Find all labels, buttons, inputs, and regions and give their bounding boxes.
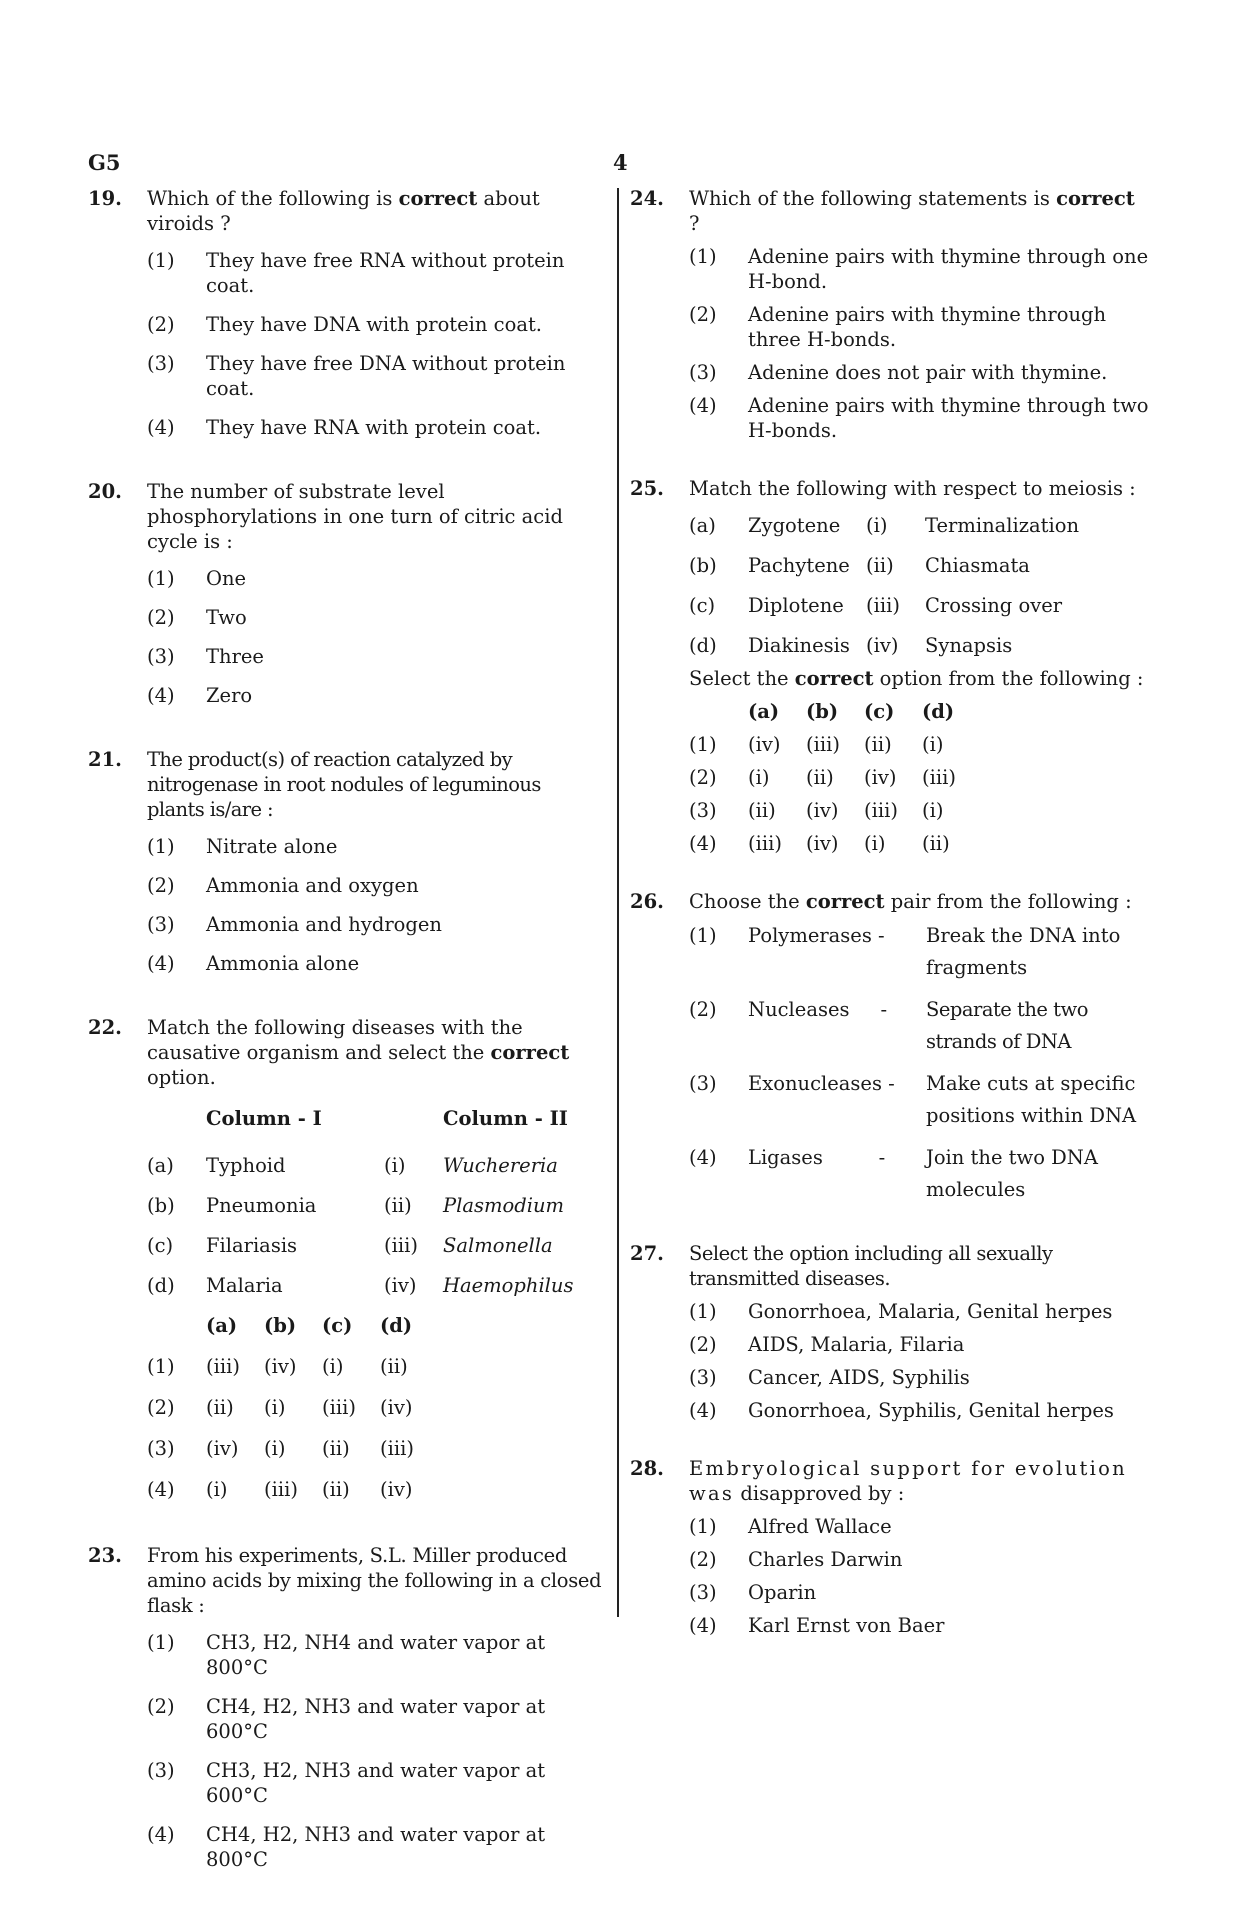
paper-code: G5 (88, 150, 121, 175)
option-number: (2) (689, 1333, 717, 1356)
option[interactable] (689, 360, 1150, 385)
option-number: (2) (147, 874, 175, 897)
event-number: (ii) (866, 554, 894, 577)
option-text: Oparin (748, 1581, 817, 1604)
enzyme-function: Break the DNA into fragments (926, 924, 1121, 979)
option[interactable] (689, 994, 1150, 1058)
answer-cell: (iv) (206, 1437, 239, 1460)
option[interactable] (689, 1332, 1150, 1357)
option-text: Adenine pairs with thymine through two H-bonds. (748, 394, 1149, 442)
question-21 (88, 747, 603, 990)
option-number: (3) (689, 1072, 717, 1095)
option-text: Zero (206, 684, 253, 707)
event: Synapsis (925, 634, 1013, 657)
question-number: 19. (88, 187, 122, 210)
enzyme-function: Separate the two strands of DNA (926, 998, 1088, 1053)
organism: Salmonella (443, 1234, 553, 1257)
row-label: (c) (689, 594, 716, 617)
answer-cell: (iii) (922, 766, 956, 789)
option-number: (3) (689, 1366, 717, 1389)
option-number: (2) (147, 313, 175, 336)
option-number: (4) (147, 1823, 175, 1846)
column-divider-lower (617, 993, 619, 1617)
column-i-header: Column - I (206, 1107, 322, 1130)
match-row (147, 1233, 603, 1258)
question-number: 25. (630, 477, 664, 500)
option-number: (1) (689, 1300, 717, 1323)
option[interactable] (147, 912, 603, 937)
answer-header: (c) (322, 1314, 353, 1337)
answer-cell: (iii) (206, 1355, 240, 1378)
disease: Typhoid (206, 1154, 286, 1177)
option[interactable] (147, 1758, 603, 1808)
organism: Plasmodium (443, 1194, 564, 1217)
organism: Wuchereria (443, 1154, 558, 1177)
organism-number: (iv) (384, 1274, 417, 1297)
answer-cell: (i) (322, 1355, 344, 1378)
match-row (689, 553, 1150, 578)
question-25 (630, 476, 1150, 864)
stage: Zygotene (748, 514, 841, 537)
option-number: (2) (689, 303, 717, 326)
answer-cell: (ii) (322, 1478, 350, 1501)
option[interactable] (689, 1398, 1150, 1423)
option[interactable] (147, 248, 603, 298)
option-number: (3) (147, 913, 175, 936)
answer-cell: (iii) (806, 733, 840, 756)
question-stem: From his experiments, S.L. Miller produced amino acids by mixing the following in a closed flask : (147, 1544, 602, 1617)
answer-option[interactable] (689, 798, 1150, 823)
event: Crossing over (925, 594, 1063, 617)
option-text: They have RNA with protein coat. (206, 416, 542, 439)
option-number: (4) (147, 684, 175, 707)
organism-number: (i) (384, 1154, 406, 1177)
enzyme-name: Polymerases - (748, 924, 885, 947)
row-label: (d) (689, 634, 717, 657)
option-number: (2) (689, 766, 717, 789)
option[interactable] (147, 415, 603, 440)
option-number: (2) (147, 606, 175, 629)
answer-cell: (i) (206, 1478, 228, 1501)
option[interactable] (689, 244, 1150, 294)
answer-header: (d) (922, 700, 955, 723)
stage: Diplotene (748, 594, 844, 617)
answer-option[interactable] (147, 1477, 603, 1502)
option[interactable] (689, 1613, 1150, 1638)
organism-number: (iii) (384, 1234, 418, 1257)
enzyme-function: Make cuts at specific positions within DNA (926, 1072, 1137, 1127)
option-number: (2) (689, 998, 717, 1021)
event-number: (i) (866, 514, 888, 537)
answer-cell: (iv) (380, 1478, 413, 1501)
option-text: AIDS, Malaria, Filaria (748, 1333, 965, 1356)
question-number: 22. (88, 1016, 122, 1039)
answer-cell: (iv) (264, 1355, 297, 1378)
select-instruction: Select the correct option from the following : (689, 667, 1144, 690)
option-number: (1) (689, 245, 717, 268)
answer-header: (d) (380, 1314, 413, 1337)
question-number: 27. (630, 1242, 664, 1265)
enzyme-name: Exonucleases - (748, 1072, 895, 1095)
left-column (88, 186, 603, 1911)
option-text: They have free DNA without protein coat. (206, 352, 566, 400)
option-text: Adenine pairs with thymine through one H-bond. (748, 245, 1149, 293)
option-number: (2) (147, 1695, 175, 1718)
answer-option[interactable] (147, 1354, 603, 1379)
question-26 (630, 889, 1150, 1216)
enzyme-name: Ligases - (748, 1146, 886, 1169)
match-row (689, 593, 1150, 618)
question-stem: The number of substrate level phosphorylations in one turn of citric acid cycle is : (147, 480, 563, 553)
option-text: One (206, 567, 247, 590)
option-text: They have free RNA without protein coat. (206, 249, 565, 297)
option-text: Ammonia alone (206, 952, 360, 975)
row-label: (b) (147, 1194, 175, 1217)
column-ii-header: Column - II (443, 1107, 568, 1130)
answer-header: (c) (864, 700, 895, 723)
answer-cell: (ii) (806, 766, 834, 789)
event: Chiasmata (925, 554, 1030, 577)
answer-header: (b) (806, 700, 839, 723)
question-number: 20. (88, 480, 122, 503)
answer-cell: (iv) (806, 832, 839, 855)
question-28 (630, 1456, 1150, 1646)
answer-option[interactable] (689, 732, 1150, 757)
option-number: (1) (147, 249, 175, 272)
option[interactable] (689, 1142, 1150, 1206)
option-number: (4) (147, 416, 175, 439)
option-text: Nitrate alone (206, 835, 338, 858)
option[interactable] (689, 1299, 1150, 1324)
right-column (630, 186, 1150, 1671)
answer-option[interactable] (689, 831, 1150, 856)
question-20 (88, 479, 603, 722)
stage: Diakinesis (748, 634, 850, 657)
row-label: (d) (147, 1274, 175, 1297)
option[interactable] (689, 1580, 1150, 1605)
option[interactable] (689, 920, 1150, 984)
option-text: Alfred Wallace (748, 1515, 892, 1538)
event-number: (iii) (866, 594, 900, 617)
option-number: (3) (689, 799, 717, 822)
match-row (147, 1273, 603, 1298)
option-number: (3) (147, 1759, 175, 1782)
option-number: (4) (689, 1614, 717, 1637)
option-text: Karl Ernst von Baer (748, 1614, 945, 1637)
question-stem: Select the option including all sexually transmitted diseases. (689, 1242, 1053, 1290)
question-number: 23. (88, 1544, 122, 1567)
answer-cell: (iv) (806, 799, 839, 822)
answer-cell: (iii) (380, 1437, 414, 1460)
option-number: (4) (689, 1399, 717, 1422)
option[interactable] (147, 1694, 603, 1744)
answer-cell: (iv) (748, 733, 781, 756)
answer-cell: (ii) (864, 733, 892, 756)
event: Terminalization (925, 514, 1080, 537)
option[interactable] (147, 873, 603, 898)
match-row (689, 513, 1150, 538)
disease: Malaria (206, 1274, 283, 1297)
answer-cell: (ii) (748, 799, 776, 822)
option-text: Adenine pairs with thymine through three H-bonds. (748, 303, 1107, 351)
answer-cell: (i) (864, 832, 886, 855)
option[interactable] (147, 605, 603, 630)
option-number: (3) (689, 1581, 717, 1604)
match-row (147, 1153, 603, 1178)
option[interactable] (147, 951, 603, 976)
question-stem: Which of the following is correct about viroids ? (147, 187, 540, 235)
option[interactable] (689, 302, 1150, 352)
answer-header-row (147, 1313, 603, 1338)
answer-header: (a) (206, 1314, 238, 1337)
enzyme-name: Nucleases - (748, 998, 888, 1021)
row-label: (b) (689, 554, 717, 577)
option-text: CH3, H2, NH3 and water vapor at 600°C (206, 1759, 546, 1807)
answer-cell: (iii) (864, 799, 898, 822)
question-stem: Which of the following statements is correct ? (689, 187, 1135, 235)
answer-cell: (ii) (206, 1396, 234, 1419)
answer-cell: (iii) (748, 832, 782, 855)
answer-cell: (ii) (322, 1437, 350, 1460)
match-row (689, 633, 1150, 658)
answer-cell: (ii) (922, 832, 950, 855)
option-number: (4) (147, 1478, 175, 1501)
question-number: 26. (630, 890, 664, 913)
option[interactable] (147, 1630, 603, 1680)
enzyme-function: Join the two DNA molecules (926, 1146, 1098, 1201)
question-27 (630, 1241, 1150, 1431)
answer-option[interactable] (147, 1436, 603, 1461)
page-number: 4 (613, 150, 628, 175)
answer-header-row (689, 699, 1150, 724)
organism-number: (ii) (384, 1194, 412, 1217)
option[interactable] (689, 1365, 1150, 1390)
answer-cell: (ii) (380, 1355, 408, 1378)
option-text: They have DNA with protein coat. (206, 313, 542, 336)
option[interactable] (147, 834, 603, 859)
answer-cell: (i) (264, 1437, 286, 1460)
answer-cell: (iii) (264, 1478, 298, 1501)
option-number: (1) (147, 567, 175, 590)
option[interactable] (689, 393, 1150, 443)
option[interactable] (689, 1547, 1150, 1572)
option[interactable] (147, 1822, 603, 1872)
option[interactable] (689, 1068, 1150, 1132)
answer-cell: (iv) (380, 1396, 413, 1419)
option-number: (2) (689, 1548, 717, 1571)
option-text: CH3, H2, NH4 and water vapor at 800°C (206, 1631, 546, 1679)
answer-cell: (iii) (322, 1396, 356, 1419)
option[interactable] (147, 351, 603, 401)
option-number: (3) (147, 352, 175, 375)
option-number: (1) (689, 924, 717, 947)
answer-cell: (i) (922, 733, 944, 756)
column-divider-upper (617, 188, 619, 993)
option-number: (1) (689, 1515, 717, 1538)
option-text: Three (206, 645, 264, 668)
option-text: Two (206, 606, 247, 629)
option-text: Adenine does not pair with thymine. (748, 361, 1108, 384)
option-number: (4) (147, 952, 175, 975)
option-number: (3) (689, 361, 717, 384)
organism: Haemophilus (443, 1274, 574, 1297)
question-number: 21. (88, 748, 122, 771)
disease: Filariasis (206, 1234, 298, 1257)
option[interactable] (147, 566, 603, 591)
stage: Pachytene (748, 554, 850, 577)
question-24 (630, 186, 1150, 451)
question-stem: Match the following with respect to meiosis : (689, 477, 1136, 500)
question-stem: Match the following diseases with the causative organism and select the correct option. (147, 1016, 570, 1089)
question-stem: Embryological support for evolution was disapproved by : (689, 1457, 1128, 1505)
option[interactable] (689, 1514, 1150, 1539)
question-22 (88, 1015, 603, 1518)
question-number: 28. (630, 1457, 664, 1480)
answer-option[interactable] (689, 765, 1150, 790)
page-header (88, 150, 1138, 180)
option-number: (1) (147, 835, 175, 858)
answer-cell: (iv) (864, 766, 897, 789)
option-number: (4) (689, 832, 717, 855)
answer-header: (b) (264, 1314, 297, 1337)
option-text: Gonorrhoea, Malaria, Genital herpes (748, 1300, 1113, 1323)
option-text: CH4, H2, NH3 and water vapor at 800°C (206, 1823, 546, 1871)
match-row (147, 1193, 603, 1218)
option-number: (4) (689, 394, 717, 417)
option-number: (3) (147, 645, 175, 668)
disease: Pneumonia (206, 1194, 317, 1217)
question-stem: The product(s) of reaction catalyzed by nitrogenase in root nodules of leguminous plants is/are : (147, 748, 541, 821)
option[interactable] (147, 683, 603, 708)
row-label: (a) (689, 514, 716, 537)
option-number: (2) (147, 1396, 175, 1419)
option-text: Ammonia and oxygen (206, 874, 419, 897)
option[interactable] (147, 312, 603, 337)
question-stem: Choose the correct pair from the following : (689, 890, 1132, 913)
question-23 (88, 1543, 603, 1886)
option-number: (1) (689, 733, 717, 756)
option-number: (1) (147, 1631, 175, 1654)
option-text: Ammonia and hydrogen (206, 913, 442, 936)
event-number: (iv) (866, 634, 899, 657)
question-19 (88, 186, 603, 454)
option[interactable] (147, 644, 603, 669)
answer-cell: (i) (264, 1396, 286, 1419)
answer-option[interactable] (147, 1395, 603, 1420)
option-number: (4) (689, 1146, 717, 1169)
answer-header: (a) (748, 700, 780, 723)
option-text: Gonorrhoea, Syphilis, Genital herpes (748, 1399, 1114, 1422)
option-text: Cancer, AIDS, Syphilis (748, 1366, 970, 1389)
option-text: Charles Darwin (748, 1548, 903, 1571)
answer-cell: (i) (748, 766, 770, 789)
option-number: (3) (147, 1437, 175, 1460)
question-number: 24. (630, 187, 664, 210)
row-label: (c) (147, 1234, 174, 1257)
option-text: CH4, H2, NH3 and water vapor at 600°C (206, 1695, 546, 1743)
column-headers (147, 1106, 603, 1131)
answer-cell: (i) (922, 799, 944, 822)
row-label: (a) (147, 1154, 174, 1177)
option-number: (1) (147, 1355, 175, 1378)
